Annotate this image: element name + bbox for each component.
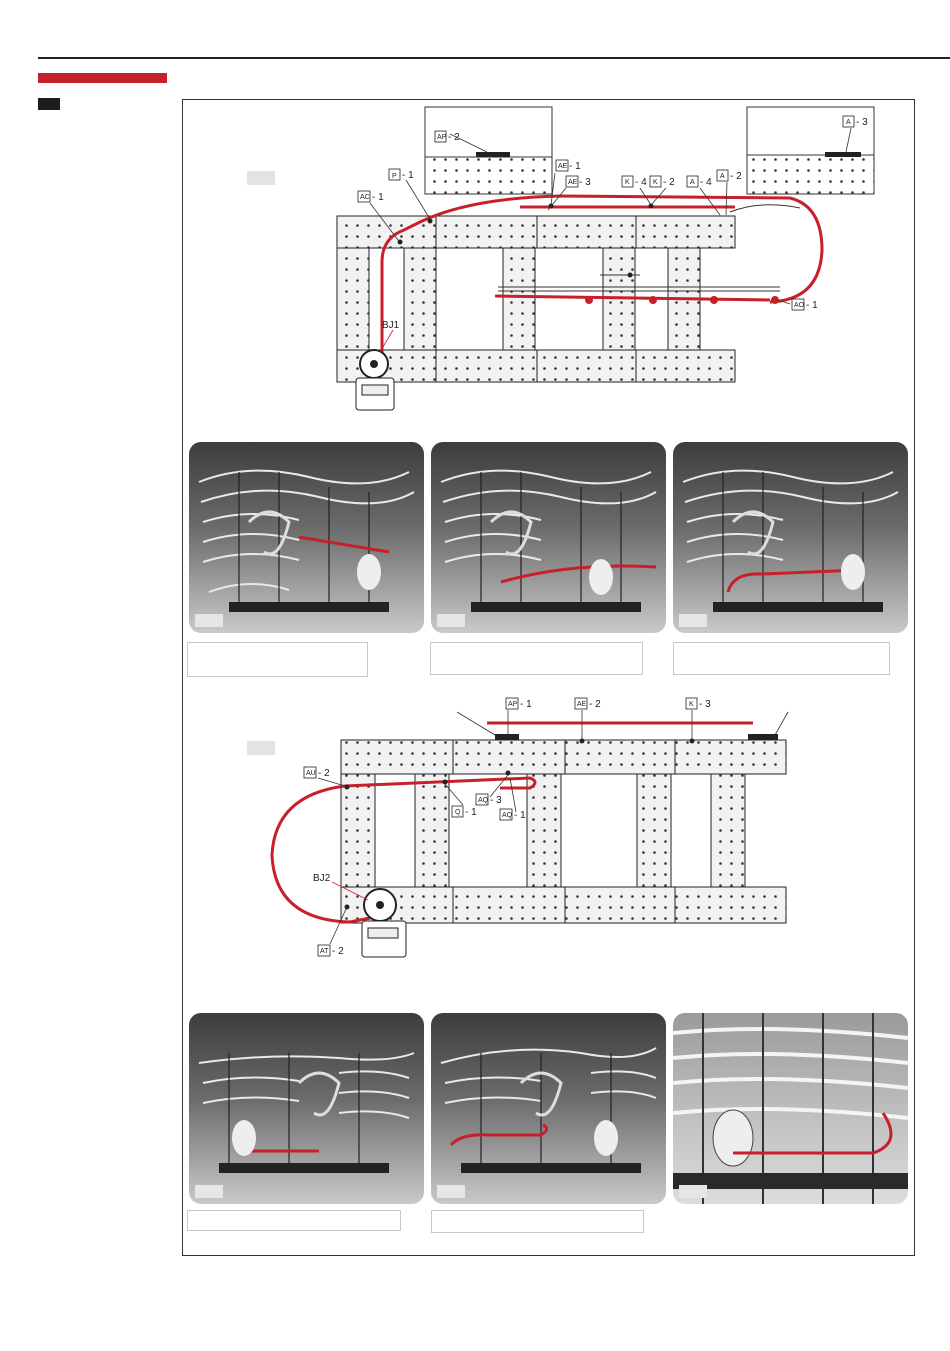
callout-q-1 — [452, 806, 477, 818]
svg-text:- 2: - 2 — [589, 699, 601, 710]
svg-text:AE: AE — [568, 179, 578, 186]
svg-text:Q: Q — [455, 809, 461, 816]
svg-text:- 4: - 4 — [635, 177, 647, 188]
svg-text:AU: AU — [306, 770, 316, 777]
step-number-tag — [679, 1185, 707, 1198]
svg-text:- 1: - 1 — [402, 170, 414, 181]
svg-text:- 1: - 1 — [514, 810, 526, 821]
svg-text:- 2: - 2 — [318, 768, 330, 779]
svg-text:- 1: - 1 — [372, 192, 384, 203]
svg-text:- 2: - 2 — [663, 177, 675, 188]
callout-k-3 — [686, 698, 711, 710]
svg-text:K: K — [689, 701, 694, 708]
svg-text:AP: AP — [437, 134, 447, 141]
svg-text:- 3: - 3 — [856, 117, 868, 128]
svg-text:AO: AO — [794, 302, 805, 309]
svg-text:AQ: AQ — [502, 812, 513, 819]
svg-text:AC: AC — [360, 194, 370, 201]
photo-step-d — [189, 1013, 424, 1204]
callout-aq-1 — [500, 809, 526, 821]
callout-aq-3 — [476, 794, 502, 806]
svg-text:- 1: - 1 — [465, 807, 477, 818]
callout-au-2 — [304, 767, 330, 779]
svg-text:AE: AE — [577, 701, 587, 708]
svg-text:K: K — [653, 179, 658, 186]
svg-text:- 1: - 1 — [520, 699, 532, 710]
callout-at-2 — [318, 945, 344, 957]
caption-box-e — [431, 1210, 644, 1233]
svg-text:AP: AP — [508, 701, 518, 708]
svg-text:- 2: - 2 — [730, 171, 742, 182]
photo-step-e — [431, 1013, 666, 1204]
svg-text:- 3: - 3 — [490, 795, 502, 806]
svg-text:A: A — [690, 179, 695, 186]
svg-text:AE: AE — [558, 163, 568, 170]
svg-text:- 1: - 1 — [806, 300, 818, 311]
svg-text:A: A — [720, 173, 725, 180]
step-number-tag — [437, 1185, 465, 1198]
svg-text:AT: AT — [320, 948, 329, 955]
svg-text:- 3: - 3 — [579, 177, 591, 188]
svg-text:- 4: - 4 — [700, 177, 712, 188]
callout-bj1: BJ1 — [382, 320, 400, 331]
svg-text:- 3: - 3 — [699, 699, 711, 710]
caption-box-d — [187, 1210, 401, 1231]
callout-ae-2 — [575, 698, 601, 710]
svg-text:- 2: - 2 — [448, 132, 460, 143]
svg-text:A: A — [846, 119, 851, 126]
svg-text:- 1: - 1 — [569, 161, 581, 172]
svg-text:P: P — [392, 173, 397, 180]
callout-ap-1 — [506, 698, 532, 710]
svg-text:AQ: AQ — [478, 797, 489, 804]
photo-step-f — [673, 1013, 908, 1204]
step-number-tag — [195, 1185, 223, 1198]
callout-bj2: BJ2 — [313, 873, 331, 884]
svg-text:- 2: - 2 — [332, 946, 344, 957]
svg-text:K: K — [625, 179, 630, 186]
